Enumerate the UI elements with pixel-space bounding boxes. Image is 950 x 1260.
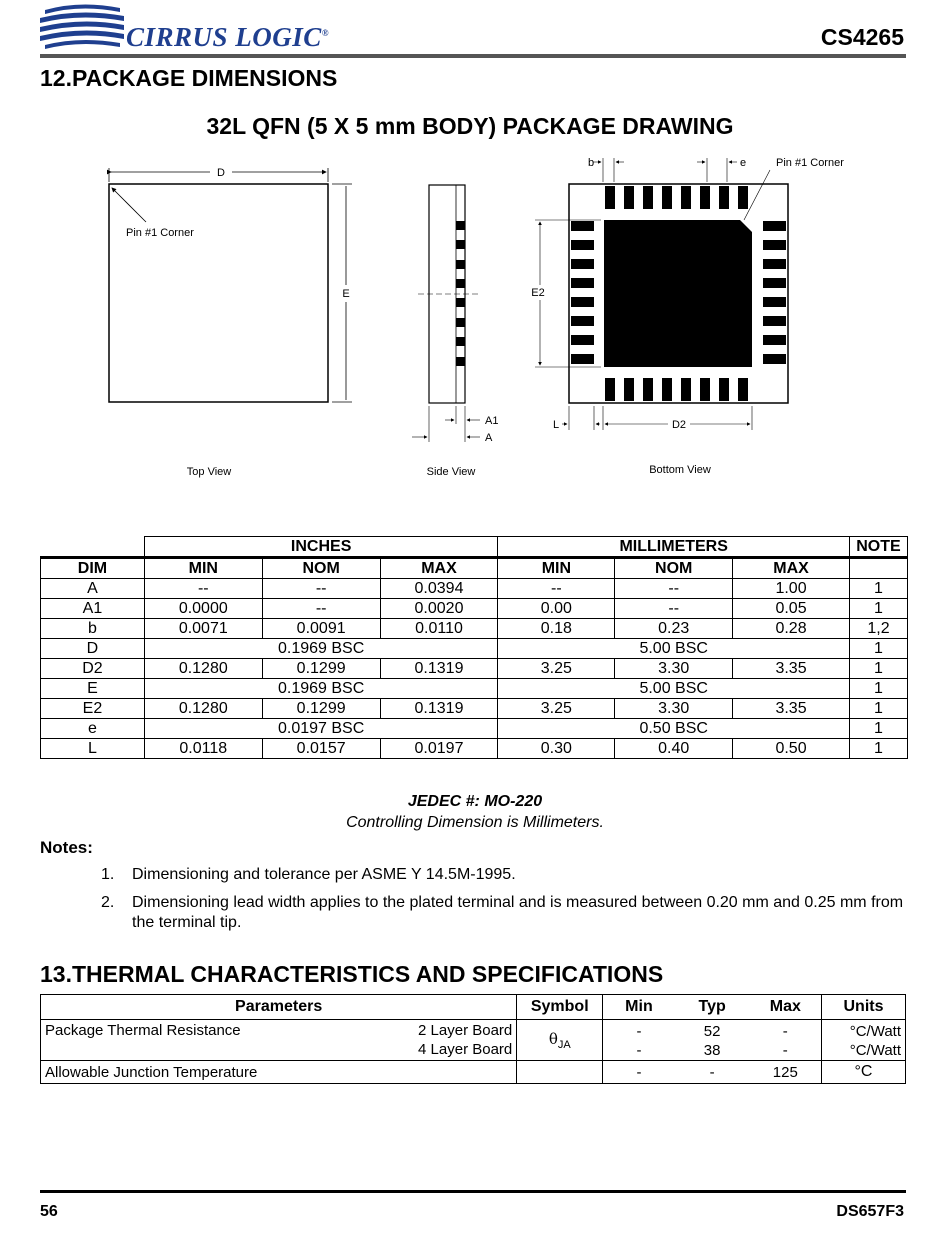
label-b: b	[587, 157, 595, 169]
drawing-title: 32L QFN (5 X 5 mm BODY) PACKAGE DRAWING	[206, 113, 734, 139]
section-13-heading: 13.THERMAL CHARACTERISTICS AND SPECIFICATIONS	[40, 961, 664, 987]
table-group-header	[41, 537, 908, 558]
table-row: Package Thermal Resistance 2 Layer Board 4 Layer Board $\theta_{JA}$ - - 52 38 - - °C/Watt °C/Watt	[41, 1020, 906, 1061]
table-row: E 0.1969 BSC 5.00 BSC 1	[41, 679, 908, 699]
footer-rule	[40, 1190, 906, 1193]
part-number: CS4265	[820, 24, 904, 50]
thermal-table	[40, 994, 906, 1084]
table-row: e 0.0197 BSC 0.50 BSC 1	[41, 719, 908, 739]
label-e-pitch: e	[739, 157, 747, 169]
jedec-number: JEDEC #: MO-220	[407, 793, 543, 810]
table-row: L 0.0118 0.0157 0.0197 0.30 0.40 0.50 1	[41, 739, 908, 759]
label-bottom-view: Bottom View	[649, 464, 711, 476]
controlling-dimension: Controlling Dimension is Millimeters.	[346, 814, 604, 831]
note-1-text: Dimensioning and tolerance per ASME Y 14.5M-1995.	[132, 866, 516, 883]
notes-heading: Notes:	[40, 838, 93, 857]
note-2-number: 2.	[101, 894, 115, 911]
thermal-header-row: Parameters Symbol Min Typ Max Units	[41, 995, 906, 1020]
group-millimeters: MILLIMETERS	[498, 537, 850, 558]
label-e2: E2	[531, 287, 545, 299]
theta-ja-symbol: $\theta_{JA}$	[517, 1020, 603, 1061]
table-column-header: DIM MIN NOM MAX MIN NOM MAX	[41, 558, 908, 579]
top-view	[109, 168, 352, 402]
table-row: Allowable Junction Temperature - - 125 °C	[41, 1061, 906, 1084]
note-2-text: Dimensioning lead width applies to the plated terminal and is measured between 0.20 mm and 0.25 mm from the terminal tip.	[132, 894, 904, 931]
label-top-view: Top View	[186, 466, 232, 478]
label-d2: D2	[671, 419, 687, 431]
section-12-heading: 12.PACKAGE DIMENSIONS	[40, 65, 338, 91]
table-row: b 0.0071 0.0091 0.0110 0.18 0.23 0.28 1,2	[41, 619, 908, 639]
table-row: E2 0.1280 0.1299 0.1319 3.25 3.30 3.35 1	[41, 699, 908, 719]
company-logo-text: CIRRUS LOGIC®	[126, 22, 330, 52]
dimension-table	[40, 536, 908, 759]
bottom-view-pads	[571, 186, 786, 401]
group-note: NOTE	[849, 537, 907, 558]
table-row: A -- -- 0.0394 -- -- 1.00 1	[41, 579, 908, 599]
side-view	[412, 185, 480, 442]
page-number: 56	[40, 1203, 58, 1220]
header-rule	[40, 54, 906, 58]
label-a1: A1	[485, 415, 499, 427]
side-view-leads	[456, 221, 465, 366]
package-drawing	[0, 150, 950, 490]
note-1-number: 1.	[101, 866, 115, 883]
group-inches: INCHES	[144, 537, 498, 558]
document-number: DS657F3	[836, 1203, 904, 1220]
table-row: A1 0.0000 -- 0.0020 0.00 -- 0.05 1	[41, 599, 908, 619]
label-pin1-top: Pin #1 Corner	[126, 227, 194, 239]
label-pin1-bottom: Pin #1 Corner	[776, 157, 844, 169]
table-row: D 0.1969 BSC 5.00 BSC 1	[41, 639, 908, 659]
label-d: D	[217, 167, 225, 179]
label-e: E	[342, 288, 350, 300]
label-a: A	[485, 432, 493, 444]
table-row: D2 0.1280 0.1299 0.1319 3.25 3.30 3.35 1	[41, 659, 908, 679]
label-l: L	[552, 419, 560, 431]
label-side-view: Side View	[426, 466, 476, 478]
